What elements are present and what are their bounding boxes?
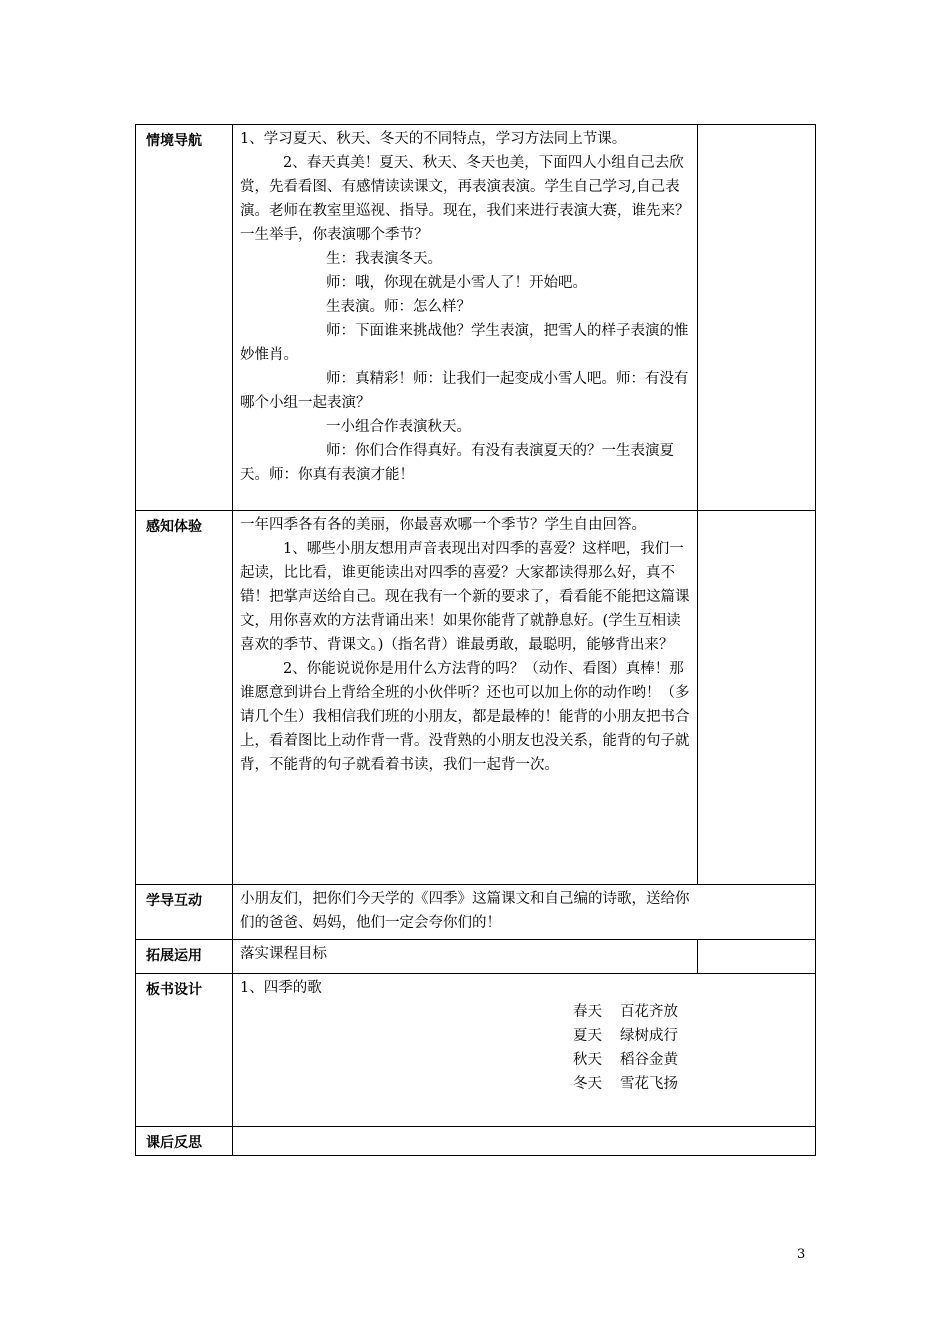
- lesson-plan-table: [135, 124, 816, 1156]
- board-line: [573, 1048, 809, 1072]
- phrase: 雪花飞扬: [620, 1076, 678, 1092]
- phrase: 稻谷金黄: [620, 1052, 678, 1068]
- row-content: [233, 940, 698, 974]
- paragraph: 师：你们合作得真好。有没有表演夏天的？一生表演夏天。师：你真有表演才能！: [240, 443, 674, 483]
- row-extension-application: [136, 940, 816, 974]
- row-content: [233, 511, 698, 885]
- paragraph: 1、哪些小朋友想用声音表现出对四季的喜爱？这样吧，我们一起读，比比看，谁更能读出对四季的喜爱？大家都读得那么好，真不错！把掌声送给自己。现在我有一个新的要求了，看看能不能把这篇课文，用你喜欢的方法背诵出来！如果你能背了就静息好。(学生互相读喜欢的季节、背课文。)（指名背）谁最勇敢，最聪明，能够背出来？: [240, 541, 690, 653]
- page-number: 3: [797, 1247, 806, 1262]
- notes-cell: [698, 125, 816, 511]
- season: 冬天: [573, 1076, 602, 1092]
- paragraph: 2、春天真美！夏天、秋天、冬天也美，下面四人小组自己去欣赏，先看看图、有感情读读课文，再表演表演。学生自己学习,自己表演。老师在教室里巡视、指导。现在，我们来进行表演大赛，谁先来？一生举手，你表演哪个季节？: [240, 155, 690, 243]
- phrase: 百花齐放: [620, 1004, 678, 1020]
- row-board-design: [136, 974, 816, 1127]
- paragraph: 生表演。师：怎么样？: [326, 299, 471, 315]
- row-label: 感知体验: [136, 511, 233, 885]
- paragraph: 1、学习夏天、秋天、冬天的不同特点，学习方法同上节课。: [240, 131, 627, 147]
- row-guided-interaction: [136, 885, 816, 940]
- row-perception-experience: [136, 511, 816, 885]
- row-label: 拓展运用: [136, 940, 233, 974]
- row-label: 学导互动: [136, 885, 233, 940]
- paragraph: 落实课程目标: [240, 946, 327, 962]
- paragraph: 一小组合作表演秋天。: [326, 419, 471, 435]
- row-label: 课后反思: [136, 1127, 233, 1156]
- board-line: [573, 1024, 809, 1048]
- row-after-class-reflection: [136, 1127, 816, 1156]
- board-line: [573, 1072, 809, 1096]
- paragraph: 师：真精彩！师：让我们一起变成小雪人吧。师：有没有哪个小组一起表演？: [240, 371, 689, 411]
- row-content: [233, 974, 816, 1127]
- paragraph: 生：我表演冬天。: [326, 251, 442, 267]
- paragraph: 一年四季各有各的美丽，你最喜欢哪一个季节？学生自由回答。: [240, 517, 646, 533]
- row-label: 情境导航: [136, 125, 233, 511]
- row-content: [233, 125, 698, 511]
- season: 夏天: [573, 1028, 602, 1044]
- paragraph: 小朋友们，把你们今天学的《四季》这篇课文和自己编的诗歌，送给你们的爸爸、妈妈，他们一定会夸你们的！: [240, 891, 690, 931]
- paragraph: 师：哦，你现在就是小雪人了！开始吧。: [326, 275, 587, 291]
- paragraph: 师：下面谁来挑战他？学生表演，把雪人的样子表演的惟妙惟肖。: [240, 323, 689, 363]
- notes-cell: [698, 940, 816, 974]
- row-label: 板书设计: [136, 974, 233, 1127]
- row-situation-navigation: [136, 125, 816, 511]
- board-list: [240, 1000, 809, 1096]
- season: 春天: [573, 1004, 602, 1020]
- paragraph: 2、你能说说你是用什么方法背的吗？（动作、看图）真棒！那谁愿意到讲台上背给全班的小伙伴听？还也可以加上你的动作哟！（多请几个生）我相信我们班的小朋友，都是最棒的！能背的小朋友把书合上，看着图比上动作背一背。没背熟的小朋友也没关系，能背的句子就背，不能背的句子就看着书读，我们一起背一次。: [240, 661, 690, 773]
- board-title: 1、四季的歌: [240, 980, 322, 996]
- phrase: 绿树成行: [620, 1028, 678, 1044]
- season: 秋天: [573, 1052, 602, 1068]
- row-content: [233, 885, 816, 940]
- board-line: [573, 1000, 809, 1024]
- row-content: [233, 1127, 816, 1156]
- notes-cell: [698, 511, 816, 885]
